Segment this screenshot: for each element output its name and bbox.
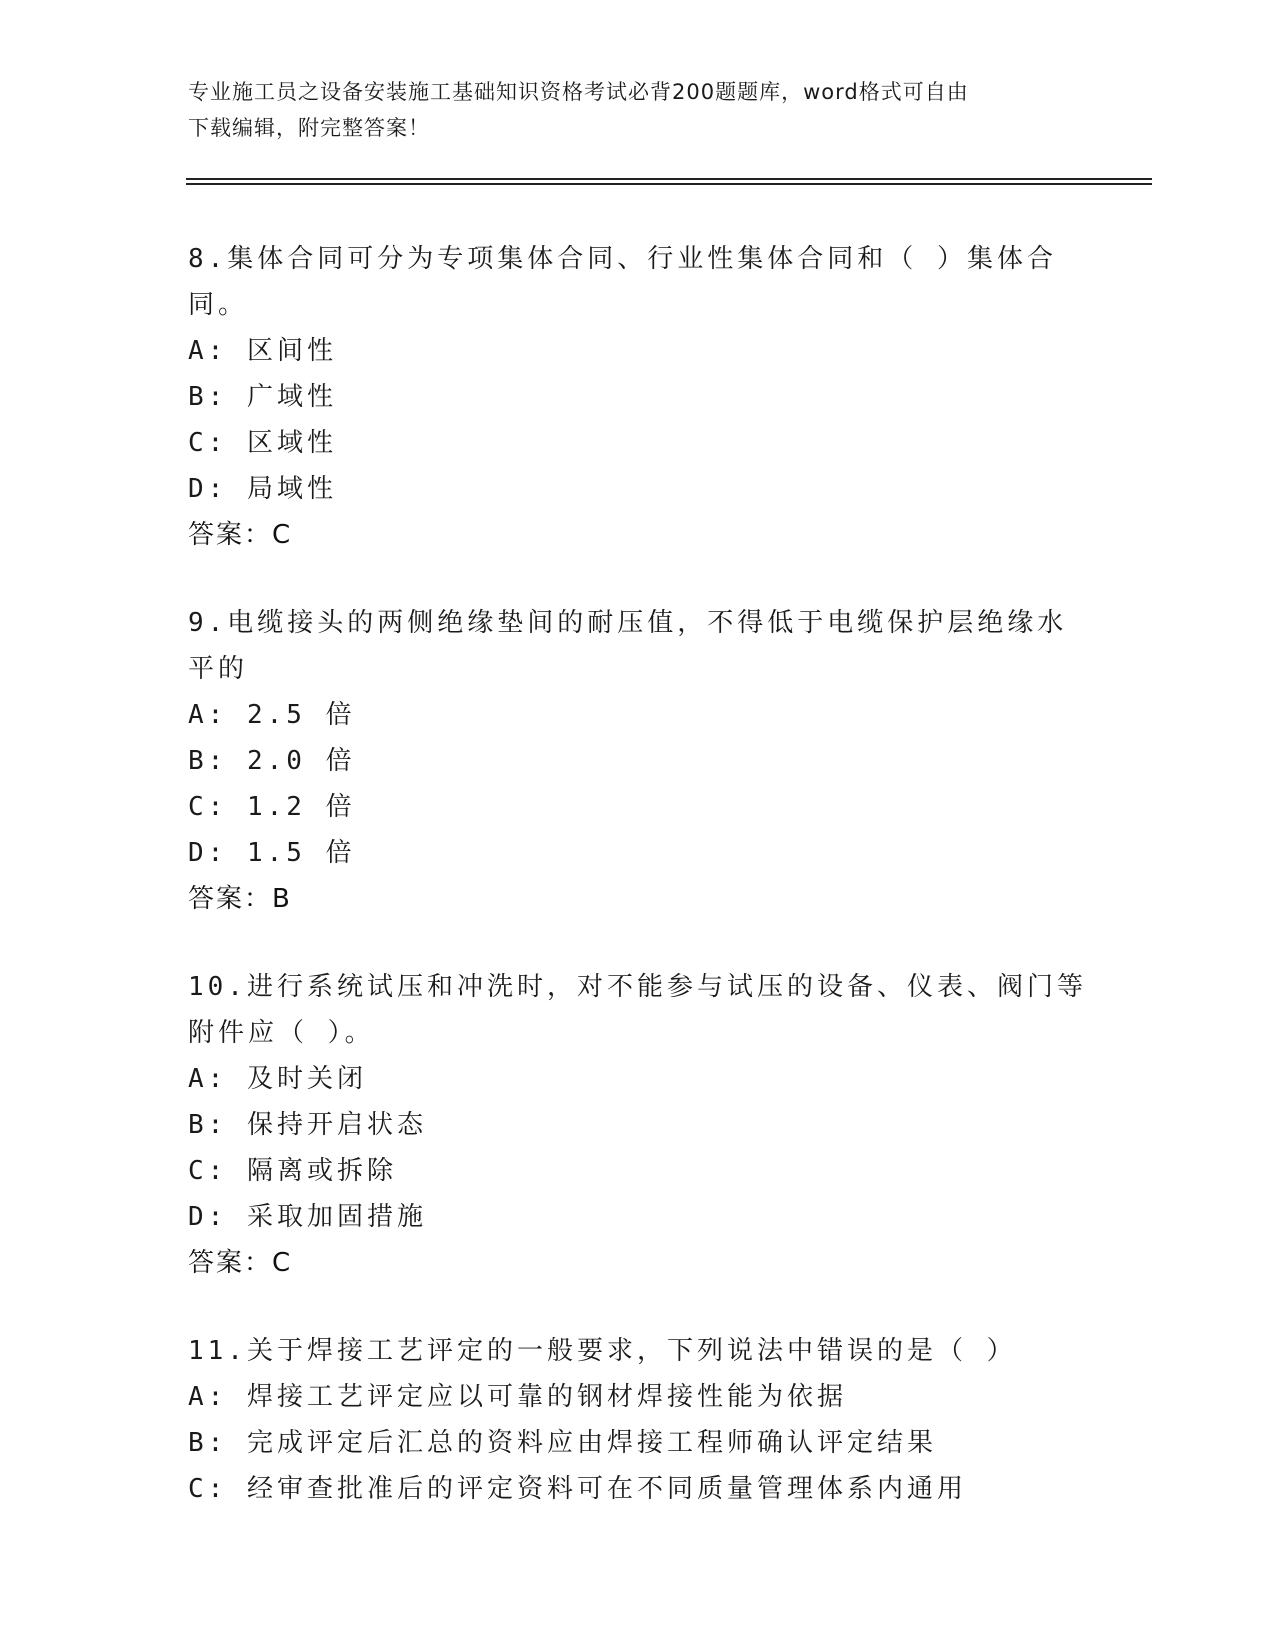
option-b: B: 完成评定后汇总的资料应由焊接工程师确认评定结果 <box>188 1428 937 1458</box>
header-divider-top <box>186 178 1152 180</box>
option-a: A: 2.5 倍 <box>188 700 356 730</box>
question-stem: 10.进行系统试压和冲洗时，对不能参与试压的设备、仪表、阀门等附件应（ ）。 <box>188 972 1087 1048</box>
header-divider-bottom <box>186 183 1152 185</box>
option-c: C: 经审查批准后的评定资料可在不同质量管理体系内通用 <box>188 1474 967 1504</box>
question-stem: 9.电缆接头的两侧绝缘垫间的耐压值，不得低于电缆保护层绝缘水平的 <box>188 608 1068 684</box>
question-9 <box>188 600 1088 922</box>
question-stem: 8.集体合同可分为专项集体合同、行业性集体合同和（ ）集体合同。 <box>188 244 1057 320</box>
option-a: A: 及时关闭 <box>188 1064 367 1094</box>
option-d: D: 采取加固措施 <box>188 1202 427 1232</box>
option-d: D: 局域性 <box>188 474 337 504</box>
question-10 <box>188 964 1088 1286</box>
header-line-2: 下载编辑，附完整答案！ <box>188 116 430 140</box>
answer-line: 答案：C <box>188 1248 293 1278</box>
answer-line: 答案：B <box>188 884 292 914</box>
option-a: A: 焊接工艺评定应以可靠的钢材焊接性能为依据 <box>188 1382 847 1412</box>
option-d: D: 1.5 倍 <box>188 838 356 868</box>
option-a: A: 区间性 <box>188 336 337 366</box>
option-b: B: 2.0 倍 <box>188 746 356 776</box>
option-c: C: 区域性 <box>188 428 337 458</box>
question-stem: 11.关于焊接工艺评定的一般要求，下列说法中错误的是（ ） <box>188 1336 1017 1366</box>
answer-line: 答案：C <box>188 520 293 550</box>
option-c: C: 1.2 倍 <box>188 792 356 822</box>
question-11 <box>188 1328 1088 1512</box>
header-line-1: 专业施工员之设备安装施工基础知识资格考试必背200题题库，word格式可自由 <box>188 80 969 104</box>
document-header <box>188 74 1088 146</box>
question-list <box>188 236 1088 1554</box>
option-b: B: 广域性 <box>188 382 337 412</box>
question-8 <box>188 236 1088 558</box>
option-c: C: 隔离或拆除 <box>188 1156 397 1186</box>
option-b: B: 保持开启状态 <box>188 1110 427 1140</box>
